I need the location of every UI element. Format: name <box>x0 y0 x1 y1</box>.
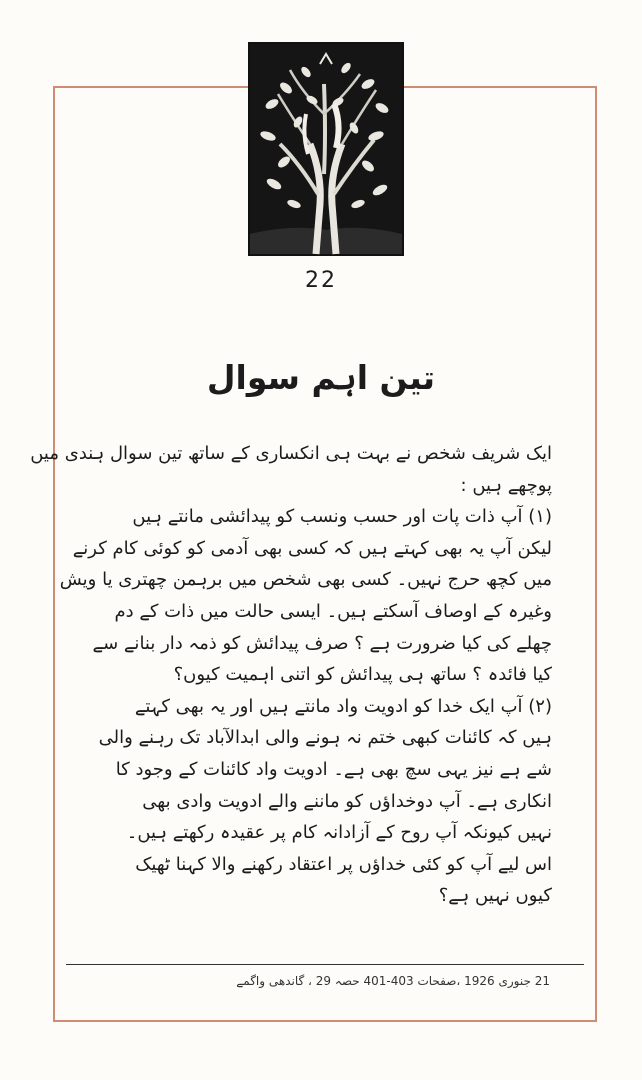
body-line: شے ہے نیز یہی سچ بھی ہے۔ ادویت واد کائنات کے وجود کا <box>115 758 552 780</box>
body-line: (۲) آپ ایک خدا کو ادویت واد مانتے ہیں اور یہ بھی کہتے <box>134 695 552 717</box>
page-number: 22 <box>305 268 337 293</box>
body-line: وغیرہ کے اوصاف آسکتے ہیں۔ ایسی حالت میں ذات کے دم <box>114 600 552 622</box>
body-line: انکاری ہے۔ آپ دوخداؤں کو ماننے والے ادویت وادی بھی <box>142 790 552 812</box>
body-line: (۱) آپ ذات پات اور حسب ونسب کو پیدائشی مانتے ہیں <box>132 506 552 528</box>
body-line: کیا فائدہ ؟ ساتھ ہی پیدائش کو اتنی اہمیت کیوں؟ <box>173 664 552 686</box>
body-line: پوچھے ہیں : <box>460 474 552 496</box>
body-line: ہیں کہ کائنات کبھی ختم نہ ہونے والی ابدالآباد تک رہنے والی <box>98 727 552 749</box>
body-line: نہیں کیونکہ آپ روح کے آزادانہ کام پر عقیدہ رکھتے ہیں۔ <box>126 822 552 844</box>
body-line: اس لیے آپ کو کئی خداؤں پر اعتقاد رکھنے والا کہنا ٹھیک <box>135 853 552 875</box>
body-text <box>30 438 552 912</box>
body-line: میں کچھ حرج نہیں۔ کسی بھی شخص میں برہمن چھتری یا ویش <box>59 569 552 591</box>
body-line: چھلے کی کیا ضرورت ہے ؟ صرف پیدائش کو ذمہ دار بنانے سے <box>92 632 552 654</box>
tree-emblem-icon <box>248 42 404 256</box>
footnote-divider <box>66 964 584 965</box>
body-line: ایک شریف شخص نے بہت ہی انکساری کے ساتھ تین سوال ہندی میں <box>30 443 552 464</box>
body-line: کیوں نہیں ہے؟ <box>438 885 552 907</box>
body-line: لیکن آپ یہ بھی کہتے ہیں کہ کسی بھی آدمی کو کوئی کام کرنے <box>72 537 552 559</box>
footnote: 21 جنوری 1926 ،صفحات 403-401 حصہ 29 ، گاندھی واگمے <box>236 974 550 988</box>
chapter-title: تین اہم سوال <box>206 358 436 397</box>
